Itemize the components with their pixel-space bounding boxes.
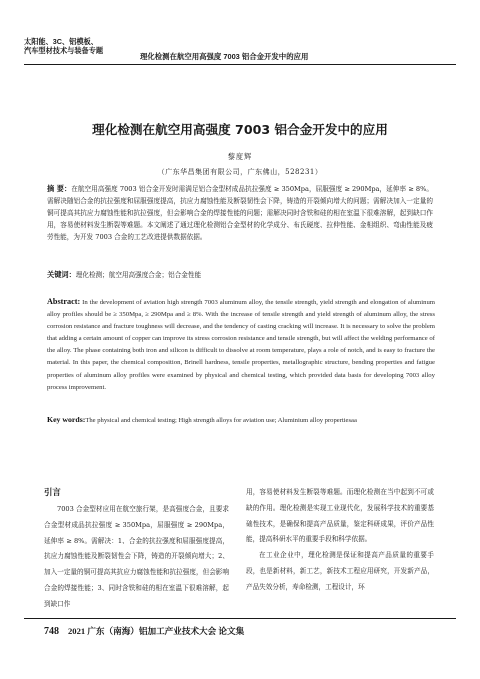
english-keywords-text: The physical and chemical testing; High strength alloys for aviation use; Aluminium alloy propertiesaa <box>85 417 357 424</box>
chinese-abstract-label: 摘 要： <box>47 184 72 193</box>
intro-paragraph-2: 在工业企业中，理化检测是保证和提高产品质量的重要手段，也是新材料，新工艺，新技术工程应用研究，开发新产品，产品失效分析，寿命检测，工程设计，环 <box>246 551 434 591</box>
running-title: 理化检测在航空用高强度 7003 铝合金开发中的应用 <box>140 52 309 61</box>
header-topic-line2: 汽车型材技术与装备专题 <box>24 46 104 55</box>
header-rule <box>24 64 456 65</box>
intro-paragraph-1-continued: 用，容易使材料发生断裂等难题。而理化检测在当中起到不可或缺的作用。理化检测是实现工业现代化，发展科学技术的重要基础性技术，是确保和提高产品质量，鉴定科研成果，评价产品性能，提高科研水平的重要手段和科学依据。 <box>246 488 434 544</box>
intro-paragraph-1: 7003 合金型材应用在航空旅行架，是高强度合金，且要求合金型材成品抗拉强度 ≥ 350Mpa，屈服强度 ≥ 290Mpa，延伸率 ≥ 8%。需解决：1、合金的抗拉强度和屈服强度提高，抗应力腐蚀性能及断裂韧性会下降，铸造的开裂倾向增大；2、加入一定量的铜可提高其抗应力腐蚀性能和抗拉强度，但会影响合金的焊接性能；3、同时含铁和硅的相在室温下很难溶解，起到缺口作 <box>44 505 229 608</box>
english-abstract <box>47 296 435 394</box>
author: 黎度辉 <box>227 152 253 161</box>
conference-name: 2021 广东（南海）铝加工产业技术大会 论文集 <box>68 626 245 636</box>
left-column <box>44 502 229 613</box>
header-topic <box>24 37 140 55</box>
affiliation: （广东华昌集团有限公司，广东佛山，528231） <box>157 168 323 176</box>
chinese-keywords-label: 关键词： <box>47 270 76 279</box>
page-number: 748 <box>44 626 59 637</box>
paper-title: 理化检测在航空用高强度 7003 铝合金开发中的应用 <box>92 122 388 137</box>
chinese-abstract-text: 在航空用高强度 7003 铝合金开发时需满足铝合金型材成品抗拉强度 ≥ 350Mpa，屈服强度 ≥ 290Mpa，延伸率 ≥ 8%。需解决随铝合金的抗拉强度和屈服强度提高，抗应力腐蚀性能及断裂韧性会下降，铸造的开裂倾向增大的问题；需解决加入一定量的铜可提高其抗应力腐蚀性能和抗拉强度，但会影响合金的焊接性能的问题；需解决同时含铁和硅的相在室温下很难溶解，起到缺口作用，容易使材料发生断裂等难题。本文阐述了通过理化检测铝合金型材的化学成分、布氏硬度、拉伸性能、金相组织、弯曲性能及疲劳性能，为开发 7003 合金的工艺改进提供数据依据。 <box>47 185 433 241</box>
footer-rule <box>24 618 456 619</box>
chinese-keywords <box>47 269 433 280</box>
chinese-abstract <box>47 183 433 243</box>
header-topic-line1: 太阳能、3C、铝模板、 <box>24 37 98 46</box>
english-keywords-label: Key words: <box>47 415 86 424</box>
english-keywords <box>47 415 447 424</box>
chinese-keywords-text: 理化检测；航空用高强度合金；铝合金性能 <box>75 271 202 279</box>
right-column <box>246 485 434 596</box>
page-footer <box>44 625 244 637</box>
introduction-heading: 引言 <box>44 487 61 497</box>
english-abstract-label: Abstract: <box>47 297 81 306</box>
english-abstract-text: In the development of aviation high strength 7003 aluminum alloy, the tensile strength, yield strength and elongation of aluminum alloy profiles should be ≥ 350Mpa, ≥ 290Mpa and ≥ 8%. With the increase of tensile strength and yield strength of aluminum alloy, the stress corrosion resistance and fracture toughness will decrease, and the tendency of casting cracking will increase. It is necessary to solve the problem that adding a certain amount of copper can improve its stress corrosion resistance and tensile strength, but will affect the welding performance of the alloy. The phase containing both iron and silicon is difficult to dissolve at room temperature, plays a role of notch, and is easy to fracture the material. In this paper, the chemical composition, Brinell hardness, tensile properties, metallographic structure, bending properties and fatigue properties of aluminum alloy profiles were examined by physical and chemical testing, which provided data basis for developing 7003 alloy process improvement. <box>47 299 435 391</box>
